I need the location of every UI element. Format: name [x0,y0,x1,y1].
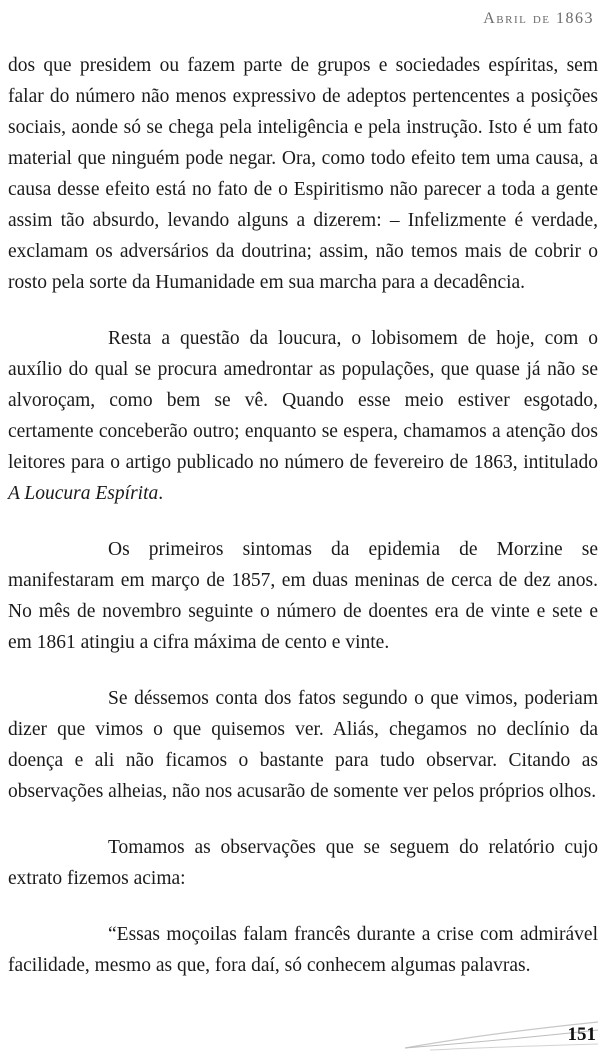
article-title: A Loucura Espírita [8,483,159,504]
paragraph-4: Se déssemos conta dos fatos segundo o que vimos, poderiam dizer que vimos o que quisemos ver. Aliás, chegamos no declínio da doença e ali não ficamos o bastante para tudo observar. Citando as observações alheias, não nos acusarão de somente ver pelos próprios olhos. [8,688,598,802]
paragraph-3: Os primeiros sintomas da epidemia de Morzine se manifestaram em março de 1857, em duas meninas de cerca de dez anos. No mês de novembro seguinte o número de doentes era de vinte e sete e em 1861 atingiu a cifra máxima de cento e vinte. [8,539,598,653]
footer-swoosh-icon [0,1000,602,1062]
running-head-title: Abril de 1863 [483,10,594,27]
paragraph-5: Tomamos as observações que se seguem do relatório cujo extrato fizemos acima: [8,837,598,889]
paragraph-2 [8,323,598,509]
paragraph-6: “Essas moçoilas falam francês durante a crise com admirável facilidade, mesmo as que, fora daí, só conhecem algumas palavras. [8,924,598,976]
paragraph-1: dos que presidem ou fazem parte de grupos e sociedades espíritas, sem falar do número não menos expressivo de adeptos pertencentes a posições sociais, aonde só se chega pela inteligência e pela instrução. Isto é um fato material que ninguém pode negar. Ora, como todo efeito tem uma causa, a causa desse efeito está no fato de o Espiritismo não parecer a toda a gente assim tão absurdo, levando alguns a dizerem: – Infelizmente é verdade, exclamam os adversários da doutrina; assim, não temos mais de cobrir o rosto pela sorte da Humanidade em sua marcha para a decadência. [8,55,598,293]
body-text [8,50,598,1006]
paragraph-2-text: Resta a questão da loucura, o lobisomem de hoje, com o auxílio do qual se procura amedrontar as populações, que quase já não se alvoroçam, como bem se vê. Quando esse meio estiver esgotado, certamente conceberão outro; enquanto se espera, chamamos a atenção dos leitores para o artigo publicado no número de fevereiro de 1863, intitulado [8,328,598,473]
paragraph-2-tail: . [158,483,164,504]
page-footer [0,1000,602,1062]
page-number: 151 [567,1024,596,1045]
